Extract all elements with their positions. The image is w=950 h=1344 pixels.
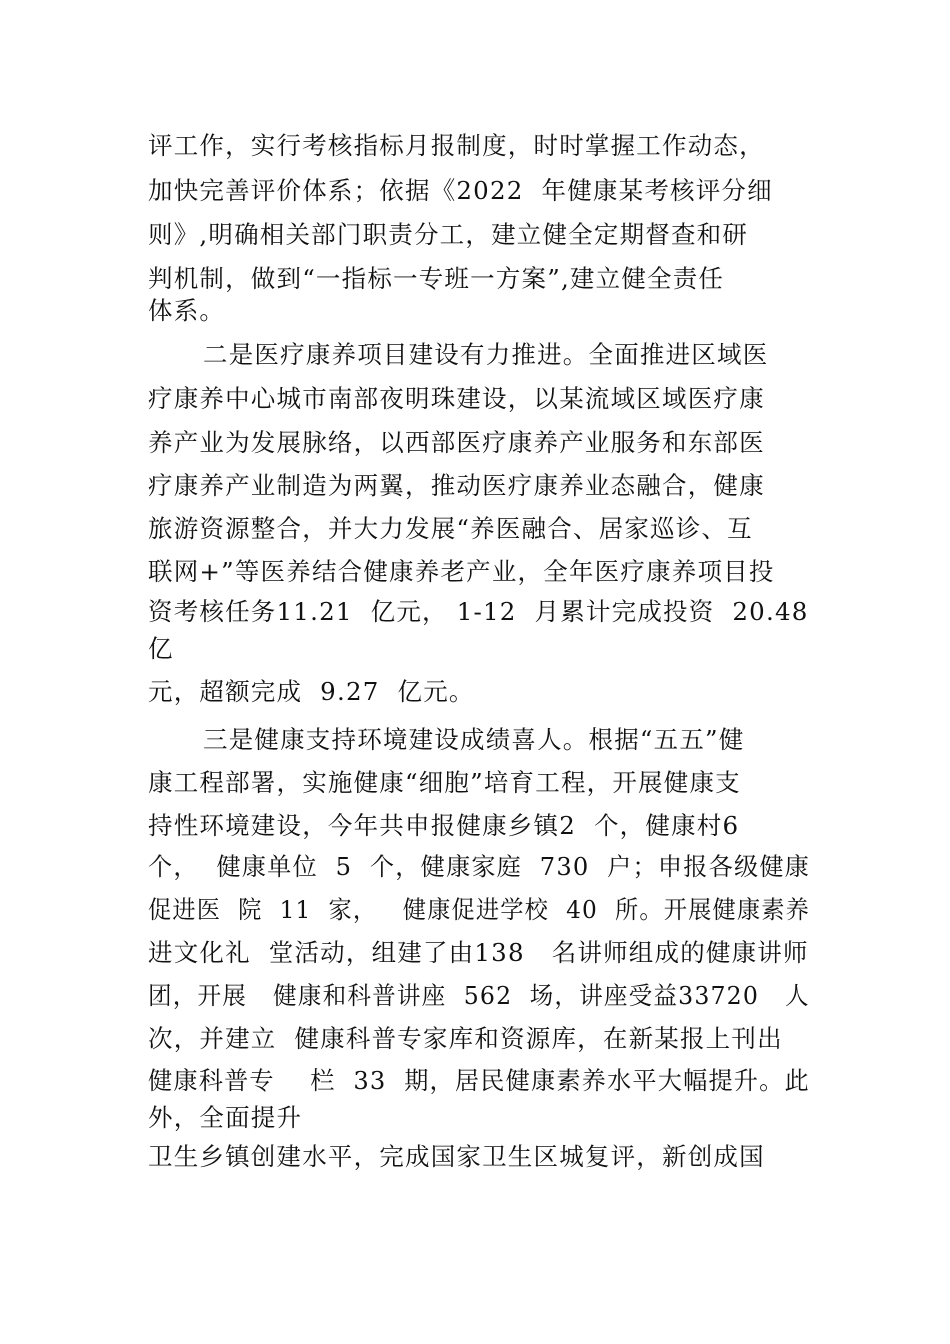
- text-line: 养产业为发展脉络，以西部医疗康养产业服务和东部医: [148, 428, 765, 457]
- text-line: 资考核任务11.21 亿元， 1-12 月累计完成投资 20.48: [148, 597, 809, 626]
- text-line: 评工作，实行考核指标月报制度，时时掌握工作动态，: [148, 131, 765, 160]
- text-line: 团，开展 健康和科普讲座 562 场，讲座受益33720 人: [148, 981, 810, 1010]
- text-line: 则》,明确相关部门职责分工，建立健全定期督查和研: [148, 220, 749, 249]
- text-line: 康工程部署，实施健康“细胞”培育工程，开展健康支: [148, 768, 741, 797]
- text-line: 联网+”等医养结合健康养老产业，全年医疗康养项目投: [148, 557, 775, 586]
- text-line: 体系。: [148, 296, 226, 325]
- text-line: 外，全面提升: [148, 1103, 303, 1132]
- text-line: 卫生乡镇创建水平，完成国家卫生区城复评，新创成国: [148, 1142, 765, 1171]
- text-line: 加快完善评价体系；依据《2022 年健康某考核评分细: [148, 176, 773, 205]
- text-line: 个， 健康单位 5 个，健康家庭 730 户；申报各级健康: [148, 852, 811, 881]
- text-line: 促进医 院 11 家， 健康促进学校 40 所。开展健康素养: [148, 895, 810, 924]
- paragraph-start: 三是健康支持环境建设成绩喜人。根据“五五”健: [203, 725, 745, 754]
- text-line: 疗康养中心城市南部夜明珠建设，以某流域区域医疗康: [148, 384, 765, 413]
- text-line: 次，并建立 健康科普专家库和资源库，在新某报上刊出: [148, 1024, 783, 1053]
- text-line: 旅游资源整合，并大力发展“养医融合、居家巡诊、互: [148, 514, 753, 543]
- text-line: 疗康养产业制造为两翼，推动医疗康养业态融合，健康: [148, 471, 765, 500]
- text-line: 判机制，做到“一指标一专班一方案”,建立健全责任: [148, 264, 725, 293]
- text-line: 健康科普专 栏 33 期，居民健康素养水平大幅提升。此: [148, 1066, 810, 1095]
- text-line: 持性环境建设，今年共申报健康乡镇2 个，健康村6: [148, 811, 740, 840]
- text-line: 进文化礼 堂活动，组建了由138 名讲师组成的健康讲师: [148, 938, 809, 967]
- text-line: 亿: [148, 634, 174, 663]
- paragraph-start: 二是医疗康养项目建设有力推进。全面推进区域医: [203, 340, 769, 369]
- text-line: 元，超额完成 9.27 亿元。: [148, 677, 475, 706]
